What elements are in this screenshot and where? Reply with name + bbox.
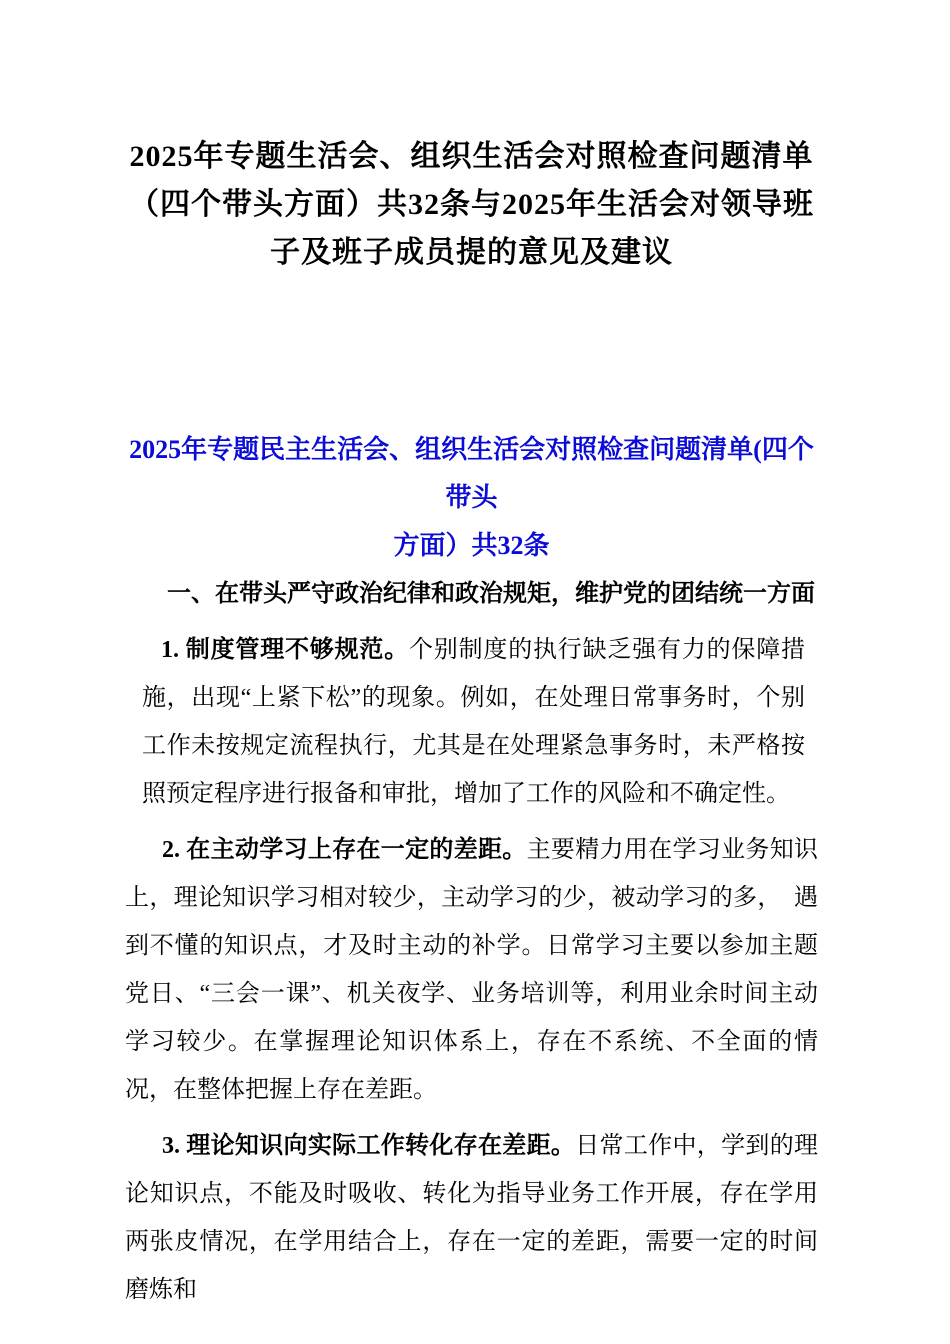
- paragraph-3-lead: 3. 理论知识向实际工作转化存在差距。: [162, 1133, 576, 1159]
- paragraph-3-body: 日常工作中，学到的理论知识点，不能及时吸收、转化为指导业务工作开展，存在学用两张皮情况，在学用结合上，存在一定的差距，需要一定的时间磨炼和: [125, 1133, 819, 1303]
- paragraph-2: [125, 826, 818, 1114]
- paragraph-1-lead: 1. 制度管理不够规范。: [161, 637, 409, 663]
- paragraph-1: [142, 626, 805, 818]
- document-title: [118, 133, 825, 277]
- paragraph-2-body: 主要精力用在学习业务知识上，理论知识学习相对较少，主动学习的少，被动学习的多， 遇到不懂的知识点，才及时主动的补学。日常学习主要以参加主题党日、“三会一课”、机关夜学、业务培训等，利用业余时间主动学习较少。在掌握理论知识体系上，存在不系统、不全面的情况，在整体把握上存在差距。: [125, 837, 819, 1103]
- paragraph-1-body: 个别制度的执行缺乏强有力的保障措施，出现“上紧下松”的现象。例如，在处理日常事务时，个别工作未按规定流程执行，尤其是在处理紧急事务时，未严格按照预定程序进行报备和审批，增加了工作的风险和不确定性。: [142, 637, 805, 807]
- title-line-2: （四个带头方面）共32条与2025年生活会对领导班: [129, 188, 814, 221]
- paragraph-2-lead: 2. 在主动学习上存在一定的差距。: [162, 837, 527, 863]
- title-line-3: 子及班子成员提的意见及建议: [270, 236, 673, 269]
- title-line-1: 2025年专题生活会、组织生活会对照检查问题清单: [129, 140, 814, 173]
- paragraph-3: [125, 1122, 818, 1314]
- subtitle-line-2: 方面）共32条: [393, 531, 550, 560]
- title-subtitle-gap: [125, 277, 818, 426]
- document-subtitle: [125, 426, 818, 570]
- subtitle-line-1: 2025年专题民主生活会、组织生活会对照检查问题清单(四个带头: [129, 435, 814, 512]
- section-heading: 一、在带头严守政治纪律和政治规矩，维护党的团结统一方面: [167, 581, 815, 607]
